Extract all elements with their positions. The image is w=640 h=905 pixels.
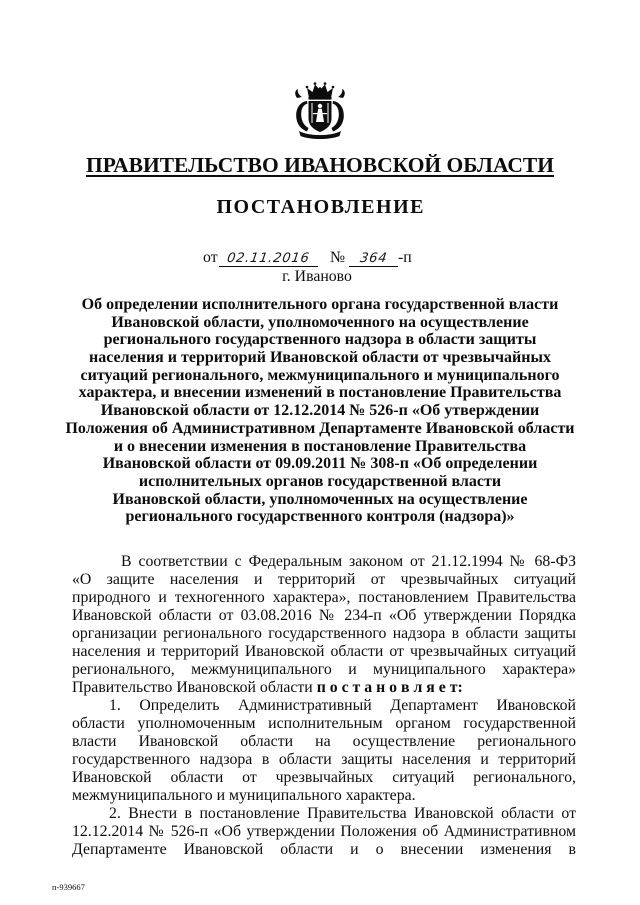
title-line: населения и территорий Ивановской области от чрезвычайных xyxy=(89,349,551,367)
title-line: регионального государственного контроля (надзора)» xyxy=(125,508,515,526)
resolution-number-field xyxy=(349,249,398,267)
resolves-keyword: п о с т а н о в л я е т: xyxy=(316,679,463,696)
resolution-title xyxy=(0,296,640,526)
preamble-line: населения и территорий Ивановской области от чрезвычайных ситуаций xyxy=(72,643,576,660)
title-line: ситуаций регионального, межмуниципального и муниципального xyxy=(80,366,560,384)
page-code: п-939667 xyxy=(52,882,85,892)
coat-of-arms-icon xyxy=(288,80,352,140)
issuing-authority-text: ПРАВИТЕЛЬСТВО ИВАНОВСКОЙ ОБЛАСТИ xyxy=(86,153,554,177)
clause-2-line: 2. Внести в постановление Правительства Ивановской области от xyxy=(109,805,576,822)
preamble-closing-line xyxy=(72,679,576,697)
resolution-date-field xyxy=(219,249,318,267)
preamble-line: природного и техногенного характера», постановлением Правительства xyxy=(72,589,576,606)
clause-1-line: межмуниципального и муниципального характера. xyxy=(72,787,416,804)
resolution-date-handwritten: 02.11.2016 xyxy=(226,251,311,266)
preamble-closing: Правительство Ивановской области xyxy=(72,679,313,696)
date-prefix: от xyxy=(203,249,218,266)
title-line: Ивановской области, уполномоченных на осуществление xyxy=(112,490,528,508)
preamble-paragraph xyxy=(72,553,576,697)
title-line: Ивановской области от 09.09.2011 № 308-п «Об определении xyxy=(102,455,538,473)
clause-1-line: области уполномоченным исполнительным органом государственной xyxy=(72,715,576,732)
preamble-line: «О защите населения и территорий от чрезвычайных ситуаций xyxy=(72,571,576,588)
title-line: Ивановской области, уполномоченного на осуществление xyxy=(111,313,529,331)
preamble-line: регионального, межмуниципального и муниципального характера» xyxy=(72,661,576,678)
preamble-line: Ивановской области от 03.08.2016 № 234-п «Об утверждении Порядка xyxy=(72,607,576,624)
clause-2-line: Департаменте Ивановской области и о внесении изменения в xyxy=(72,841,576,858)
clause-1 xyxy=(72,697,576,805)
title-line: Ивановской области от 12.12.2014 № 526-п «Об утверждении xyxy=(100,402,540,420)
resolution-date-number-line xyxy=(0,249,640,267)
title-line: Положения об Административном Департаменте Ивановской области xyxy=(65,419,575,437)
document-type-heading: ПОСТАНОВЛЕНИЕ xyxy=(216,196,425,218)
clause-1-line: 1. Определить Административный Департамент Ивановской xyxy=(109,697,576,714)
clause-1-line: государственного надзора в области защиты населения и территорий xyxy=(72,751,576,768)
preamble-line: организации регионального государственного надзора в области защиты xyxy=(72,625,576,642)
clause-2 xyxy=(72,805,576,859)
preamble-line: В соответствии с Федеральным законом от 21.12.1994 № 68-ФЗ xyxy=(121,553,576,570)
resolution-number-handwritten: 364 xyxy=(358,251,389,266)
issue-city: г. Иваново xyxy=(282,268,352,285)
issuing-authority-heading xyxy=(0,153,640,177)
title-line: регионального государственного надзора в области защиты xyxy=(103,331,537,349)
title-line: характера, и внесении изменений в постановление Правительства xyxy=(78,384,562,402)
resolution-body xyxy=(72,553,576,859)
clause-1-line: власти Ивановской области на осуществление регионального xyxy=(72,733,576,750)
title-line: исполнительных органов государственной власти xyxy=(138,472,502,490)
number-suffix: -п xyxy=(398,249,412,266)
number-prefix: № xyxy=(330,249,346,266)
clause-2-line: 12.12.2014 № 526-п «Об утверждении Положения об Административном xyxy=(72,823,576,840)
title-line: Об определении исполнительного органа государственной власти xyxy=(81,296,559,313)
title-line: и о внесении изменения в постановление Правительства xyxy=(113,437,527,455)
clause-1-line: Ивановской области от чрезвычайных ситуаций регионального, xyxy=(72,769,576,786)
